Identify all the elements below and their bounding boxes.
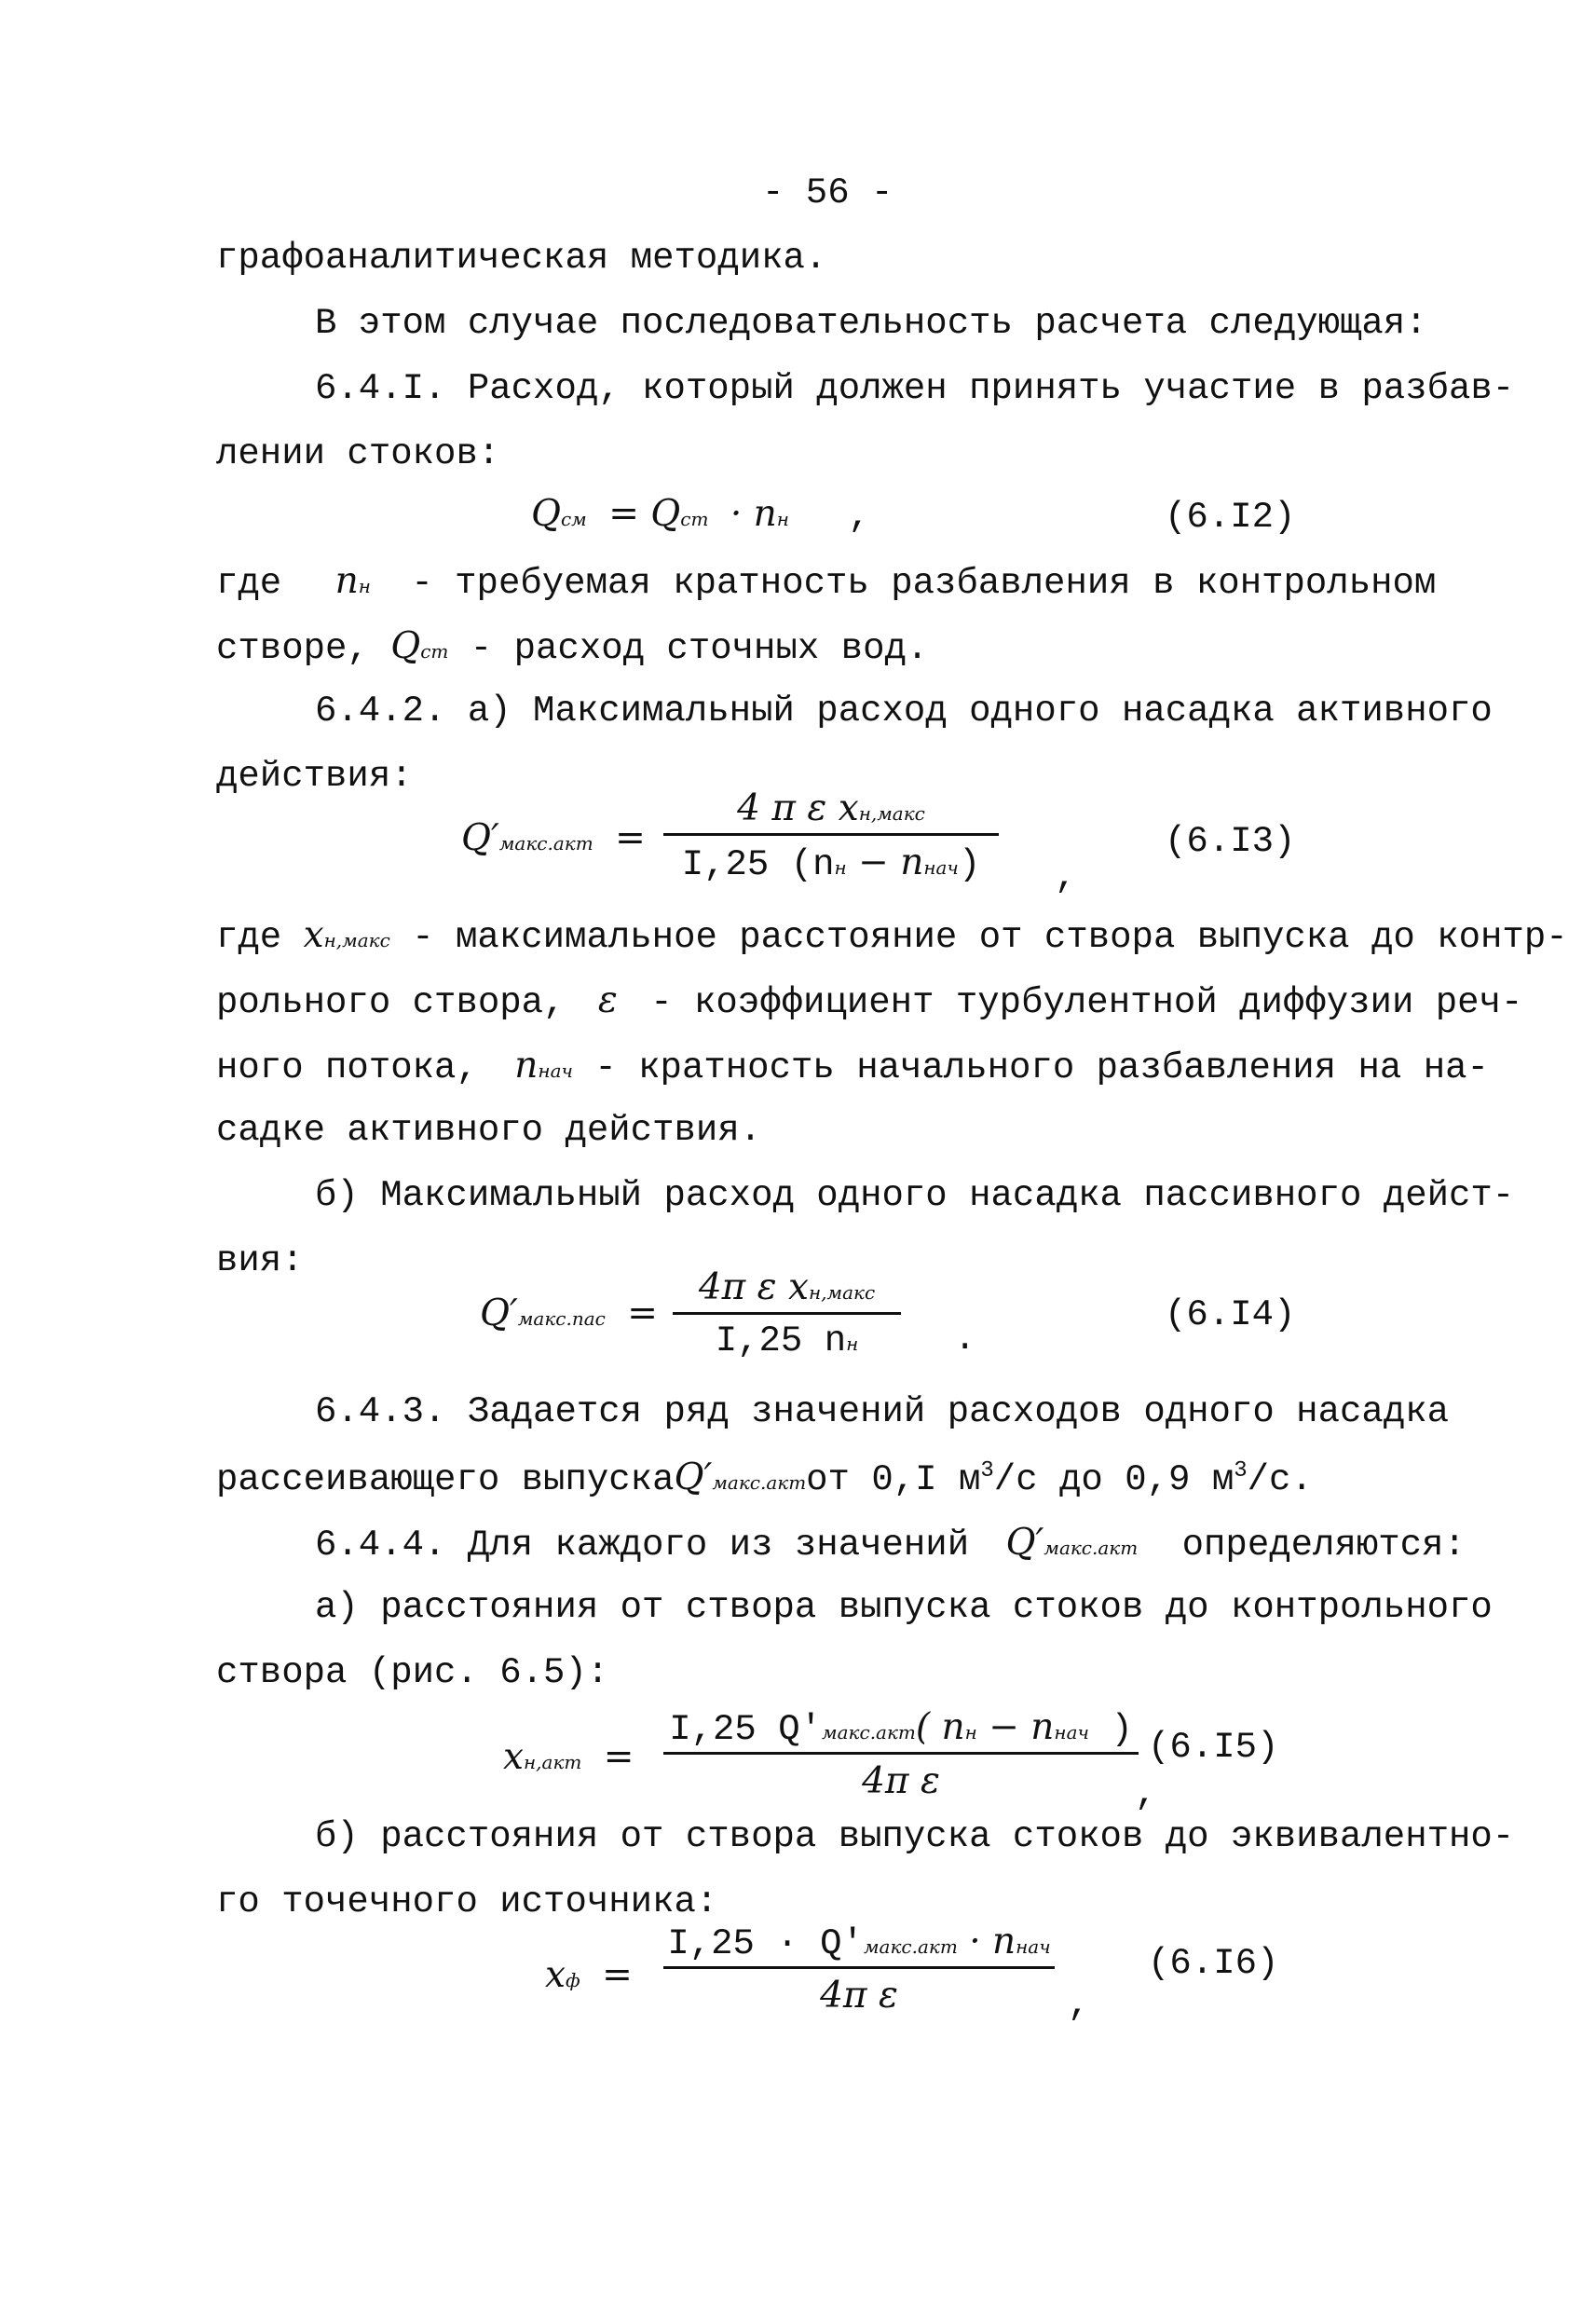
- num-text: I,25 Q′: [669, 1709, 823, 1750]
- equation-label: (6.I4): [1165, 1294, 1296, 1335]
- eq-equals: =: [615, 817, 646, 859]
- num-text: 4π ε x: [698, 1266, 809, 1308]
- num-mid: ( n: [915, 1706, 965, 1748]
- text-fragment: где: [216, 563, 282, 604]
- text-line: [216, 560, 1437, 604]
- eq-lhs-sub: н,акт: [524, 1751, 582, 1773]
- fraction-denominator: [663, 1977, 1055, 2017]
- den-sub: н: [846, 1333, 859, 1355]
- text-line: створа (рис. 6.5):: [216, 1652, 609, 1693]
- text-line: вия:: [216, 1240, 304, 1281]
- fraction-6-14: [673, 1266, 901, 1372]
- text-line: [216, 625, 929, 669]
- eq-lhs: Q′: [461, 817, 499, 859]
- unit-superscript: 3: [980, 1458, 994, 1484]
- equation-label: (6.I5): [1148, 1727, 1279, 1768]
- text-line: [216, 1456, 1313, 1500]
- eq-lhs-sub: макс.пас: [517, 1307, 606, 1330]
- symbol-q: Q′: [1005, 1522, 1044, 1564]
- symbol-sub: макс.акт: [1044, 1537, 1139, 1559]
- symbol-epsilon: ε: [597, 979, 618, 1021]
- text-fragment: рольного створа,: [216, 982, 566, 1023]
- text-fragment: ного потока,: [216, 1047, 478, 1088]
- num-mid: − n: [976, 1706, 1055, 1748]
- num-text: 4 π ε x: [737, 787, 859, 829]
- text-fragment: - максимальное расстояние от створа выпуска до контр-: [412, 917, 1568, 958]
- eq-lhs: x: [503, 1736, 524, 1778]
- text-line: графоаналитическая методика.: [216, 238, 827, 279]
- fraction-bar: [663, 1966, 1055, 1969]
- equation-label: (6.I2): [1165, 497, 1296, 538]
- text-line: действия:: [216, 756, 413, 797]
- eq-rhs-sub: ст: [680, 508, 709, 530]
- den-text: I,25 (n: [681, 844, 835, 885]
- den-text: 4π ε: [862, 1760, 940, 1802]
- equation-6-16: [545, 1954, 633, 1996]
- text-fragment: - коэффициент турбулентной диффузии реч-: [650, 982, 1523, 1023]
- eq-equals: =: [602, 1954, 633, 1996]
- eq-equals: =: [603, 1736, 634, 1778]
- eq-equals: =: [627, 1292, 658, 1334]
- eq-tail: .: [954, 1319, 976, 1360]
- unit-superscript: 3: [1234, 1458, 1248, 1484]
- text-fragment: от 0,I м: [806, 1459, 981, 1500]
- eq-rhs: = Q: [608, 493, 681, 535]
- symbol-n: n: [514, 1045, 539, 1087]
- symbol-sub: н: [358, 575, 371, 597]
- text-line: 6.4.I. Расход, который должен принять участие в разбав-: [315, 368, 1515, 409]
- equation-6-14: [480, 1292, 658, 1334]
- eq-lhs: Q′: [480, 1292, 518, 1334]
- fraction-denominator: [663, 1760, 1139, 1802]
- num-sub: н,макс: [858, 802, 925, 825]
- text-fragment: /с до 0,9 м: [993, 1459, 1235, 1500]
- symbol-sub: ст: [420, 640, 449, 663]
- text-fragment: определяются:: [1181, 1525, 1466, 1566]
- text-line: [216, 979, 1523, 1023]
- fraction-6-16: [663, 1923, 1055, 2026]
- text-line: б) расстояния от створа выпуска стоков до эквивалентно-: [315, 1816, 1515, 1857]
- symbol-x: x: [303, 914, 324, 956]
- den-text: I,25 n: [715, 1320, 847, 1361]
- text-line: лении стоков:: [216, 433, 500, 474]
- eq-lhs: x: [545, 1954, 566, 1996]
- text-fragment: створе,: [216, 628, 369, 669]
- text-fragment: рассеивающего выпуска: [216, 1459, 675, 1500]
- den-end: ): [958, 844, 981, 885]
- fraction-denominator: [673, 1320, 901, 1361]
- page-number: - 56 -: [762, 172, 893, 213]
- fraction-denominator: [663, 841, 999, 885]
- eq-tail: ,: [848, 496, 870, 537]
- num-mid: · n: [957, 1921, 1016, 1962]
- num-end: ): [1088, 1709, 1133, 1750]
- text-line: го точечного источника:: [216, 1881, 718, 1922]
- symbol-sub: нач: [538, 1060, 573, 1082]
- equation-label: (6.I3): [1165, 821, 1296, 862]
- num-sub: нач: [1016, 1935, 1051, 1958]
- text-line: 6.4.2. а) Максимальный расход одного насадка активного: [315, 691, 1493, 732]
- symbol-q: Q: [390, 625, 421, 667]
- eq-tail: ,: [1055, 856, 1077, 897]
- text-fragment: где: [216, 917, 282, 958]
- fraction-bar: [673, 1312, 901, 1315]
- num-text: I,25 · Q′: [667, 1923, 864, 1964]
- text-line: [216, 1047, 1489, 1087]
- equation-label: (6.I6): [1148, 1943, 1279, 1984]
- num-sub: н,макс: [808, 1281, 876, 1304]
- eq-rhs2: · n: [730, 493, 777, 535]
- den-text: 4π ε: [820, 1975, 898, 2017]
- fraction-numerator: [663, 787, 999, 829]
- text-fragment: 6.4.4. Для каждого из значений: [315, 1525, 970, 1566]
- text-fragment: - требуемая кратность разбавления в контрольном: [411, 563, 1437, 604]
- eq-tail: ,: [1068, 1984, 1090, 2025]
- symbol-n: n: [334, 560, 359, 602]
- den-mid: − n: [846, 841, 924, 883]
- num-sub: макс.акт: [822, 1721, 916, 1744]
- eq-lhs-sub: см: [560, 508, 587, 530]
- fraction-numerator: [663, 1923, 1055, 1962]
- eq-tail: ,: [1135, 1773, 1157, 1814]
- symbol-sub: макс.акт: [712, 1471, 807, 1494]
- text-line: а) расстояния от створа выпуска стоков до контрольного: [315, 1587, 1493, 1628]
- equation-6-12: [531, 493, 870, 537]
- num-sub: нач: [1054, 1721, 1089, 1744]
- fraction-bar: [663, 833, 999, 836]
- den-sub: н: [834, 856, 847, 879]
- eq-lhs-sub: ф: [566, 1969, 580, 1991]
- eq-rhs2-sub: н: [776, 508, 789, 530]
- den-sub: нач: [923, 856, 959, 879]
- text-line: В этом случае последовательность расчета следующая:: [315, 303, 1427, 344]
- text-line: садке активного действия.: [216, 1110, 762, 1151]
- text-line: [216, 914, 1568, 958]
- fraction-bar: [663, 1752, 1139, 1755]
- num-sub: макс.акт: [863, 1935, 958, 1958]
- equation-6-13: [461, 817, 646, 859]
- text-fragment: - кратность начального разбавления на на-: [594, 1047, 1489, 1088]
- fraction-numerator: [663, 1706, 1139, 1750]
- eq-lhs-sub: макс.акт: [498, 832, 593, 855]
- num-sub: н: [964, 1721, 977, 1744]
- fraction-6-15: [663, 1706, 1139, 1812]
- fraction-6-13: [663, 787, 999, 893]
- symbol-q: Q′: [674, 1456, 713, 1498]
- text-line: б) Максимальный расход одного насадка пассивного дейст-: [315, 1175, 1515, 1216]
- text-line: [315, 1522, 1466, 1566]
- symbol-sub: н,макс: [323, 929, 390, 951]
- text-fragment: /с.: [1247, 1459, 1313, 1500]
- eq-lhs: Q: [531, 493, 561, 535]
- text-line: 6.4.3. Задается ряд значений расходов одного насадка: [315, 1391, 1449, 1432]
- fraction-numerator: [673, 1266, 901, 1308]
- equation-6-15: [503, 1736, 634, 1778]
- text-fragment: - расход сточных вод.: [470, 628, 929, 669]
